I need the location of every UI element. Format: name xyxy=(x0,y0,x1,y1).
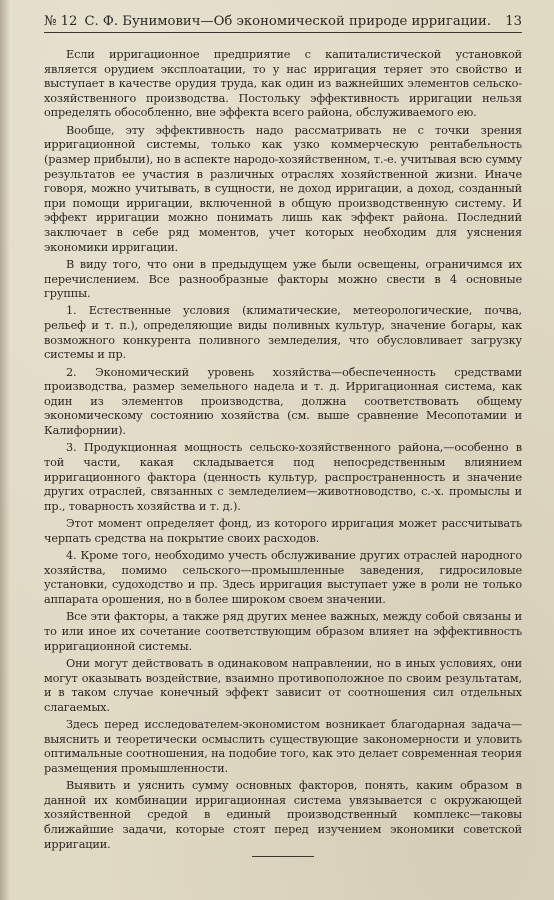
paragraph: Вообще, эту эффективность надо рассматривать не с точки зрения ирригационной системы, только как узко коммерческую рентабельность (размер прибыли), но в аспекте народо-хозяйственном, т.-е. учитывая всю сумму результатов ее участия в различных отраслях хозяйственной жизни. Иначе говоря, можно учитывать, в сущности, не доход ирригации, а доход, созданный при помощи ирригации, включенной в общую производственную систему. И эффект ирригации можно понимать лишь как эффект района. Последний заключает в себе ряд моментов, учет которых необходим для уяснения экономики ирригации. xyxy=(44,123,522,254)
article-body xyxy=(44,48,522,852)
paragraph: Они могут действовать в одинаковом направлении, но в иных условиях, они могут оказывать воздействие, взаимно противоположное по своим результатам, и в таком случае конечный эффект зависит от соотношения сил отдельных слагаемых. xyxy=(44,656,522,714)
paragraph: Все эти факторы, а также ряд других менее важных, между собой связаны и то или иное их сочетание соответствующим образом влияет на эффективность ирригационной системы. xyxy=(44,610,522,653)
end-separator-rule xyxy=(252,856,314,857)
page-header xyxy=(44,14,522,33)
paragraph: 1. Естественные условия (климатические, метеорологические, почва, рельеф и т. п.), определяющие виды поливных культур, значение богары, как возможного конкурента поливного земледелия, что обусловливает загрузку системы и пр. xyxy=(44,304,522,362)
paragraph: Этот момент определяет фонд, из которого ирригация может рассчитывать черпать средства на покрытие своих расходов. xyxy=(44,517,522,545)
paragraph: 2. Экономический уровень хозяйства—обеспеченность средствами производства, размер земельного надела и т. д. Ирригационная система, как один из элементов производства, должна соответствовать общему экономическому состоянию хозяйства (см. выше сравнение Месопотамии и Калифорнии). xyxy=(44,365,522,438)
paragraph: В виду того, что они в предыдущем уже были освещены, ограничимся их перечислением. Все разнообразные факторы можно свести в 4 основные группы. xyxy=(44,257,522,301)
issue-number: № 12 xyxy=(44,14,78,29)
paragraph: 4. Кроме того, необходимо учесть обслуживание других отраслей народного хозяйства, помимо сельского—промышленные заведения, гидросиловые установки, судоходство и пр. Здесь ирригация выступает уже в роли не только аппарата орошения, но в более широком своем значении. xyxy=(44,549,522,606)
page-number: 13 xyxy=(505,14,522,29)
running-title: С. Ф. Бунимович—Об экономической природе ирригации. xyxy=(84,14,491,29)
paragraph: 3. Продукционная мощность сельско-хозяйственного района,—особенно в той части, какая складывается под непосредственным влиянием ирригационного фактора (ценность культур, распространенность и значение других отраслей, связанных с земледелием—животноводство, с.-х. промыслы и пр., товарность хозяйства и т. д.). xyxy=(44,441,522,513)
paragraph: Если ирригационное предприятие с капиталистической установкой является орудием эксплоатации, то у нас ирригация теряет это свойство и выступает в качестве орудия труда, как один из важнейших элементов сельско-хозяйственного производства. Постольку эффективность ирригации нельзя определять обособленно, вне эффекта всего района, обслуживаемого ею. xyxy=(44,48,522,120)
paragraph: Здесь перед исследователем-экономистом возникает благодарная задача—выяснить и теоретически осмыслить существующие закономерности и уловить оптимальные соотношения, на подобие того, как это делает современная теория размещения промышленности. xyxy=(44,718,522,775)
paragraph: Выявить и уяснить сумму основных факторов, понять, каким образом в данной их комбинации ирригационная система увязывается с окружающей хозяйственной средой в единый производственный комплекс—таковы ближайшие задачи, которые стоят перед изучением экономики советской ирригации. xyxy=(44,779,522,851)
